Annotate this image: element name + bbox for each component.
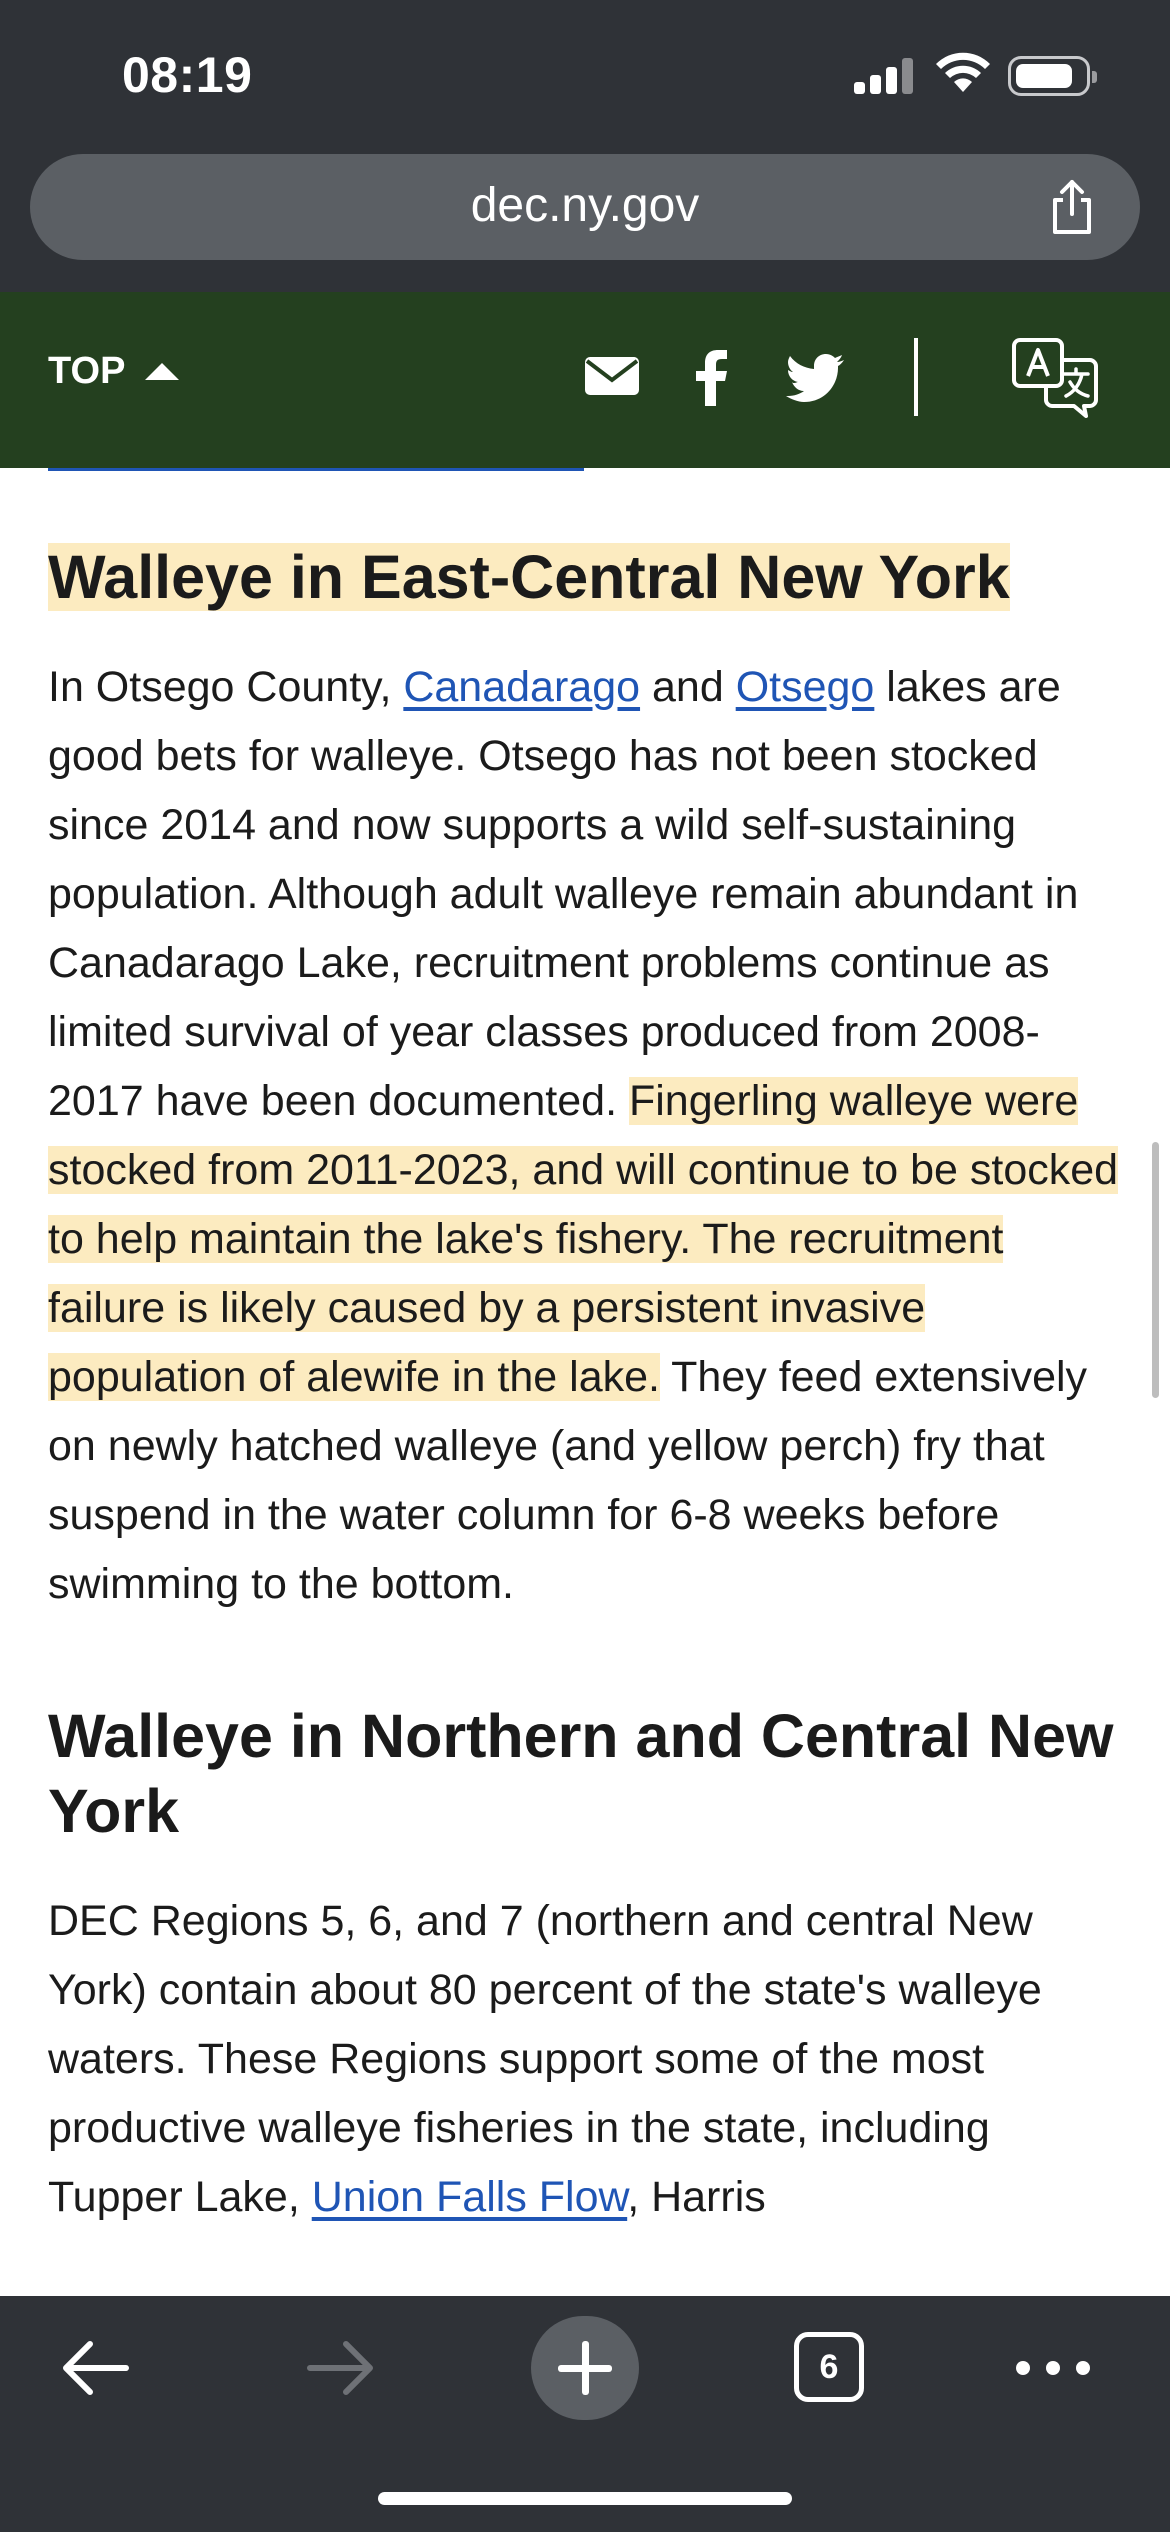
link-union-falls-flow[interactable]: Union Falls Flow — [311, 2173, 628, 2221]
section-heading-east-central — [48, 540, 1128, 615]
home-indicator — [378, 2492, 792, 2505]
cellular-signal-icon — [854, 58, 916, 94]
back-to-top-link[interactable] — [48, 350, 179, 393]
toolbar-divider — [914, 338, 918, 416]
article-content — [48, 540, 1128, 2232]
tab-switcher-button[interactable]: 6 — [794, 2332, 864, 2402]
link-underline-fragment — [48, 468, 584, 471]
url-text: dec.ny.gov — [470, 179, 700, 232]
forward-arrow-icon[interactable] — [306, 2338, 376, 2398]
status-time: 08:19 — [122, 47, 253, 103]
section-heading-northern-central: Walleye in Northern and Central New York — [48, 1702, 1114, 1845]
site-toolbar — [0, 292, 1170, 468]
more-options-icon[interactable] — [1016, 2356, 1090, 2380]
battery-icon — [1008, 56, 1090, 96]
highlighted-passage: Fingerling walleye were stocked from 2011-2023, and will continue to be stocked to help maintain the lake's fishery. The recruitment failure is likely caused by a persistent invasive population of alewife in the lake. — [48, 1077, 1119, 1401]
paragraph-northern-central: DEC Regions 5, 6, and 7 (northern and central New York) contain about 80 percent of the state's walleye waters. These Regions support some of the most productive walleye fisheries in the state, including Tupper Lake, Union Falls Flow, Harris — [48, 1897, 1042, 2221]
twitter-icon[interactable] — [786, 354, 844, 402]
link-otsego[interactable]: Otsego — [735, 663, 875, 711]
back-arrow-icon[interactable] — [60, 2338, 130, 2398]
heading-highlight: Walleye in East-Central New York — [48, 543, 1010, 611]
address-bar[interactable] — [30, 154, 1140, 260]
share-icon[interactable] — [1046, 178, 1098, 236]
scroll-indicator — [1152, 1142, 1159, 1398]
facebook-icon[interactable] — [694, 350, 730, 406]
link-canadarago[interactable]: Canadarago — [403, 663, 641, 711]
top-label: TOP — [48, 350, 126, 392]
email-icon[interactable] — [584, 356, 640, 396]
new-tab-button[interactable] — [531, 2316, 639, 2420]
browser-top-chrome — [0, 0, 1170, 292]
translate-icon[interactable] — [1012, 338, 1098, 418]
caret-up-icon — [145, 363, 179, 380]
paragraph-east-central: In Otsego County, Canadarago and Otsego lakes are good bets for walleye. Otsego has not been stocked since 2014 and now supports a wild self-sustaining population. Although adult walleye remain abundant in Canadarago Lake, recruitment problems continue as limited survival of year classes produced from 2008-2017 have been documented. Fingerling walleye were stocked from 2011-2023, and will continue to be stocked to help maintain the lake's fishery. The recruitment failure is likely caused by a persistent invasive population of alewife in the lake. They feed extensively on newly hatched walleye (and yellow perch) fry that suspend in the water column for 6-8 weeks before swimming to the bottom. — [48, 663, 1119, 1608]
wifi-icon — [934, 50, 992, 94]
